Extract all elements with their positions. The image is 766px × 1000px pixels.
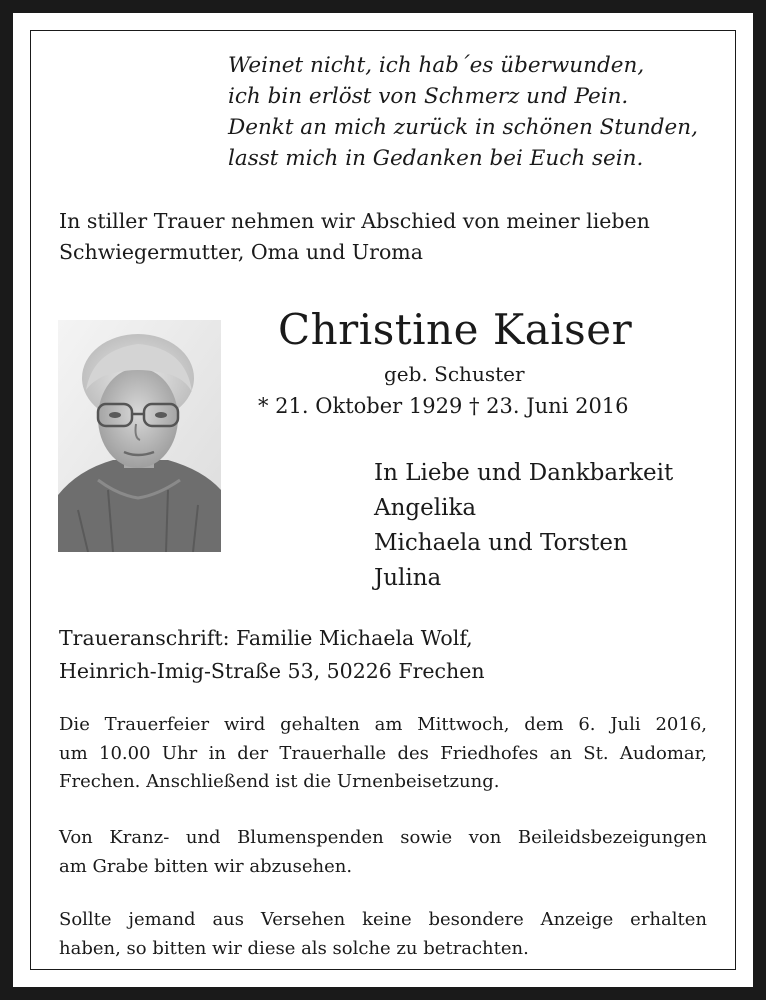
mourners-line: Michaela und Torsten — [374, 530, 628, 556]
poem-line: ich bin erlöst von Schmerz und Pein. — [228, 84, 629, 109]
mourners-line: Julina — [374, 565, 442, 591]
maiden-name: geb. Schuster — [384, 362, 525, 386]
donations-line: am Grabe bitten wir abzusehen. — [59, 855, 353, 877]
intro-line: In stiller Trauer nehmen wir Abschied von meiner lieben — [59, 209, 650, 233]
poem-line: Weinet nicht, ich hab´es überwunden, — [228, 53, 645, 78]
notice-line: Sollte jemand aus Versehen keine besondere Anzeige erhalten — [59, 909, 707, 930]
intro-text — [59, 206, 650, 268]
poem-line: Denkt an mich zurück in schönen Stunden, — [228, 115, 698, 140]
life-dates: * 21. Oktober 1929 † 23. Juni 2016 — [258, 394, 629, 418]
intro-line: Schwiegermutter, Oma und Uroma — [59, 240, 423, 264]
donations-paragraph — [59, 824, 707, 881]
poem-block — [228, 50, 698, 174]
address-line: Heinrich-Imig-Straße 53, 50226 Frechen — [59, 659, 485, 683]
portrait-photo — [58, 320, 221, 552]
ceremony-line: Die Trauerfeier wird gehalten am Mittwoch, dem 6. Juli 2016, — [59, 714, 707, 735]
ceremony-line: Frechen. Anschließend ist die Urnenbeisetzung. — [59, 771, 500, 792]
ceremony-line: um 10.00 Uhr in der Trauerhalle des Friedhofes an St. Audomar, — [59, 742, 707, 764]
notice-paragraph — [59, 906, 707, 963]
mourners-block — [374, 456, 673, 596]
mourning-address — [59, 622, 485, 688]
address-line: Traueranschrift: Familie Michaela Wolf, — [59, 626, 473, 650]
mourners-line: Angelika — [374, 495, 477, 521]
notice-line: haben, so bitten wir diese als solche zu betrachten. — [59, 937, 529, 959]
poem-line: lasst mich in Gedanken bei Euch sein. — [228, 146, 644, 171]
deceased-name: Christine Kaiser — [278, 305, 633, 354]
ceremony-paragraph — [59, 711, 707, 797]
portrait-image — [58, 320, 221, 552]
donations-line: Von Kranz- und Blumenspenden sowie von Beileidsbezeigungen — [59, 827, 707, 848]
mourners-line: In Liebe und Dankbarkeit — [374, 460, 674, 486]
